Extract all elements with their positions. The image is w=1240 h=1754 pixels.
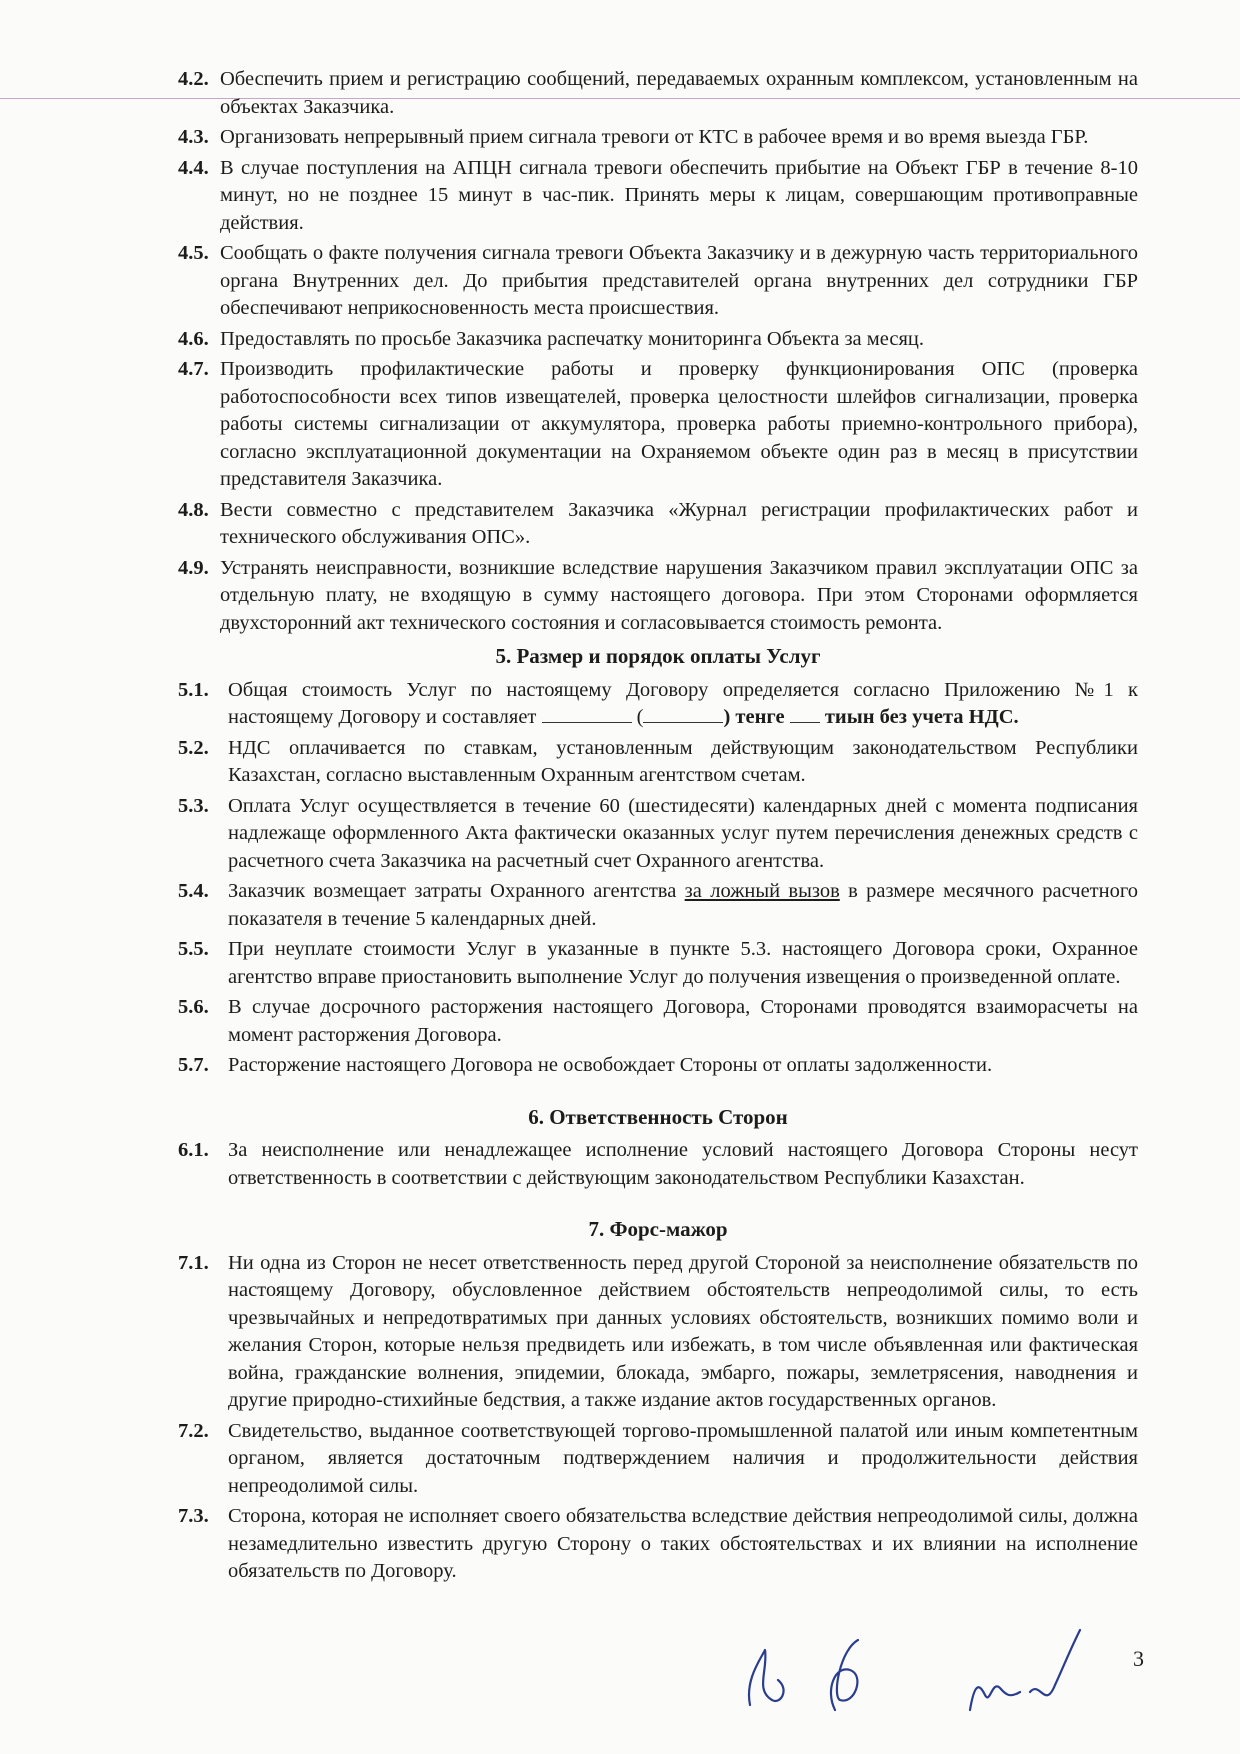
section-5-heading: 5. Размер и порядок оплаты Услуг — [495, 644, 821, 668]
clause-number: 5.3. — [178, 794, 209, 817]
section-6-heading: 6. Ответственность Сторон — [528, 1104, 788, 1129]
clause-5-4 — [178, 878, 1138, 933]
clause-text: Устранять неисправности, возникшие вследствие нарушения Заказчиком правил эксплуатации ОПС за отдельную плату, не входящую в сумму настоящего договора. При этом Сторонами оформляется двухсторонний акт технического состояния и согласовывается стоимость ремонта. — [220, 556, 1138, 634]
clause-number: 4.8. — [178, 498, 209, 521]
clause-number: 5.1. — [178, 678, 209, 701]
page-number: 3 — [1133, 1646, 1144, 1671]
clause-text: Обеспечить прием и регистрацию сообщений, передаваемых охранным комплексом, установленным на объектах Заказчика. — [220, 68, 1138, 118]
clause-4-8 — [178, 497, 1138, 552]
clause-number: 7.1. — [178, 1251, 209, 1274]
clause-text: Вести совместно с представителем Заказчика «Журнал регистрации профилактических работ и технического обслуживания ОПС». — [220, 498, 1138, 548]
clause-text — [228, 677, 1138, 732]
clause-number: 5.5. — [178, 938, 209, 960]
clause-text: Производить профилактические работы и проверку функционирования ОПС (проверка работоспособности всех типов извещателей, проверка целостности шлейфов сигнализации, проверка работы системы сигнализации от аккумулятора, проверка работы приемно-контрольного прибора), согласно эксплуатационной документации на Охраняемом объекте один раз в месяц в присутствии представителя Заказчика. — [220, 358, 1138, 490]
clause-text: Расторжение настоящего Договора не освобождает Стороны от оплаты задолженности. — [228, 1054, 993, 1076]
clause-number: 5.7. — [178, 1054, 209, 1076]
clause-5-6 — [178, 994, 1138, 1049]
clause-4-7 — [178, 356, 1138, 494]
clause-text: За неисполнение или ненадлежащее исполнение условий настоящего Договора Стороны несут ответственность в соответствии с действующим законодательством Республики Казахстан. — [228, 1139, 1138, 1189]
clause-7-3 — [178, 1503, 1138, 1586]
section-7-heading: 7. Форс-мажор — [588, 1217, 728, 1241]
clause-number: 4.5. — [178, 242, 209, 264]
clause-number: 5.2. — [178, 736, 209, 759]
clause-number: 4.4. — [178, 156, 209, 179]
clause-text: Предоставлять по просьбе Заказчика распечатку мониторинга Объекта за месяц. — [220, 327, 924, 350]
clause-number: 7.2. — [178, 1419, 209, 1442]
clause-text: Сторона, которая не исполняет своего обязательства вследствие действия непреодолимой силы, должна незамедлительно известить другую Сторону о таких обстоятельствах и их влиянии на исполнение обязательств по Договору. — [228, 1505, 1138, 1582]
signature-mark — [749, 1650, 784, 1705]
clause-text: Сообщать о факте получения сигнала тревоги Объекта Заказчику и в дежурную часть территориального органа Внутренних дел. До прибытия представителей органа внутренних дел сотрудники ГБР обеспечивают неприкосновенность места происшествия. — [220, 242, 1138, 319]
clause-5-2 — [178, 735, 1138, 790]
signature-mark — [970, 1686, 1020, 1710]
clause-5-3 — [178, 793, 1138, 876]
clause-number: 7.3. — [178, 1505, 209, 1527]
clause-text-part: Общая стоимость Услуг по настоящему Договору определяется согласно Приложению №1 к настоящему Договору и составляет — [228, 678, 1138, 728]
clause-text-part: тиын без учета НДС. — [824, 706, 1019, 728]
clause-number: 4.7. — [178, 358, 209, 380]
clause-number: 4.2. — [178, 68, 209, 90]
clause-number: 5.4. — [178, 880, 209, 902]
document-body — [178, 66, 1138, 1589]
clause-number: 5.6. — [178, 996, 209, 1018]
clause-text-part: ) тенге — [723, 706, 785, 728]
clause-text: Ни одна из Сторон не несет ответственность перед другой Стороной за неисполнение обязательств по настоящему Договору, обусловленное действием обстоятельств непреодолимой силы, то есть чрезвычайных и непредотвратимых при данных условиях обстоятельств, возникших помимо воли и желания Сторон, которые нельзя предвидеть или избежать, в том числе объявленная или фактическая война, гражданские волнения, эпидемии, блокада, эмбарго, пожары, землетрясения, наводнения и другие природно-стихийные бедствия, а также издание актов государственных органов. — [228, 1251, 1138, 1411]
clause-number: 4.6. — [178, 327, 209, 350]
clause-4-3 — [178, 124, 1138, 152]
clause-text-part: Заказчик возмещает затраты Охранного агентства — [228, 880, 677, 902]
amount-words-blank-field — [643, 704, 723, 723]
clause-6-1 — [178, 1137, 1138, 1192]
clause-4-9 — [178, 555, 1138, 638]
clause-text: Свидетельство, выданное соответствующей торгово-промышленной палатой или иным компетентным органом, является достаточным подтверждением наличия и продолжительности действия непреодолимой силы. — [228, 1419, 1138, 1497]
clause-7-1 — [178, 1250, 1138, 1415]
clause-4-2 — [178, 66, 1138, 121]
clause-4-4 — [178, 155, 1138, 238]
clause-5-7 — [178, 1052, 1138, 1080]
clause-number: 4.3. — [178, 126, 209, 148]
clause-4-6 — [178, 326, 1138, 354]
clause-text: НДС оплачивается по ставкам, установленным действующим законодательством Республики Казахстан, согласно выставленным Охранным агентством счетам. — [228, 736, 1138, 786]
handwritten-signatures — [740, 1610, 1140, 1720]
clause-text: Организовать непрерывный прием сигнала тревоги от КТС в рабочее время и во время выезда ГБР. — [220, 126, 1089, 148]
clause-5-5 — [178, 936, 1138, 991]
clause-4-5 — [178, 240, 1138, 323]
clause-text: В случае досрочного расторжения настоящего Договора, Сторонами проводятся взаиморасчеты на момент расторжения Договора. — [228, 996, 1138, 1046]
underlined-text: за ложный вызов — [684, 880, 840, 902]
clause-number: 6.1. — [178, 1139, 209, 1161]
clause-text: При неуплате стоимости Услуг в указанные в пункте 5.3. настоящего Договора сроки, Охранное агентство вправе приостановить выполнение Услуг до получения извещения о произведенной оплате. — [228, 938, 1138, 988]
clause-text: Оплата Услуг осуществляется в течение 60 (шестидесяти) календарных дней с момента подписания надлежаще оформленного Акта фактически оказанных услуг путем перечисления денежных средств с расчетного счета Заказчика на расчетный счет Охранного агентства. — [228, 794, 1138, 872]
signature-mark — [831, 1640, 858, 1710]
clause-text — [228, 878, 1138, 933]
clause-5-1 — [178, 677, 1138, 732]
signature-mark — [1030, 1630, 1080, 1695]
tiyn-blank-field — [790, 704, 820, 723]
amount-blank-field — [542, 704, 632, 723]
clause-text-part: в размере месячного расчетного показателя в течение 5 календарных дней. — [228, 880, 1139, 930]
clause-7-2 — [178, 1418, 1138, 1501]
clause-text-part: ( — [636, 706, 644, 728]
clause-number: 4.9. — [178, 556, 209, 579]
clause-text: В случае поступления на АПЦН сигнала тревоги обеспечить прибытие на Объект ГБР в течение 8-10 минут, но не позднее 15 минут в час-пик. Принять меры к лицам, совершающим противоправные действия. — [220, 156, 1138, 234]
